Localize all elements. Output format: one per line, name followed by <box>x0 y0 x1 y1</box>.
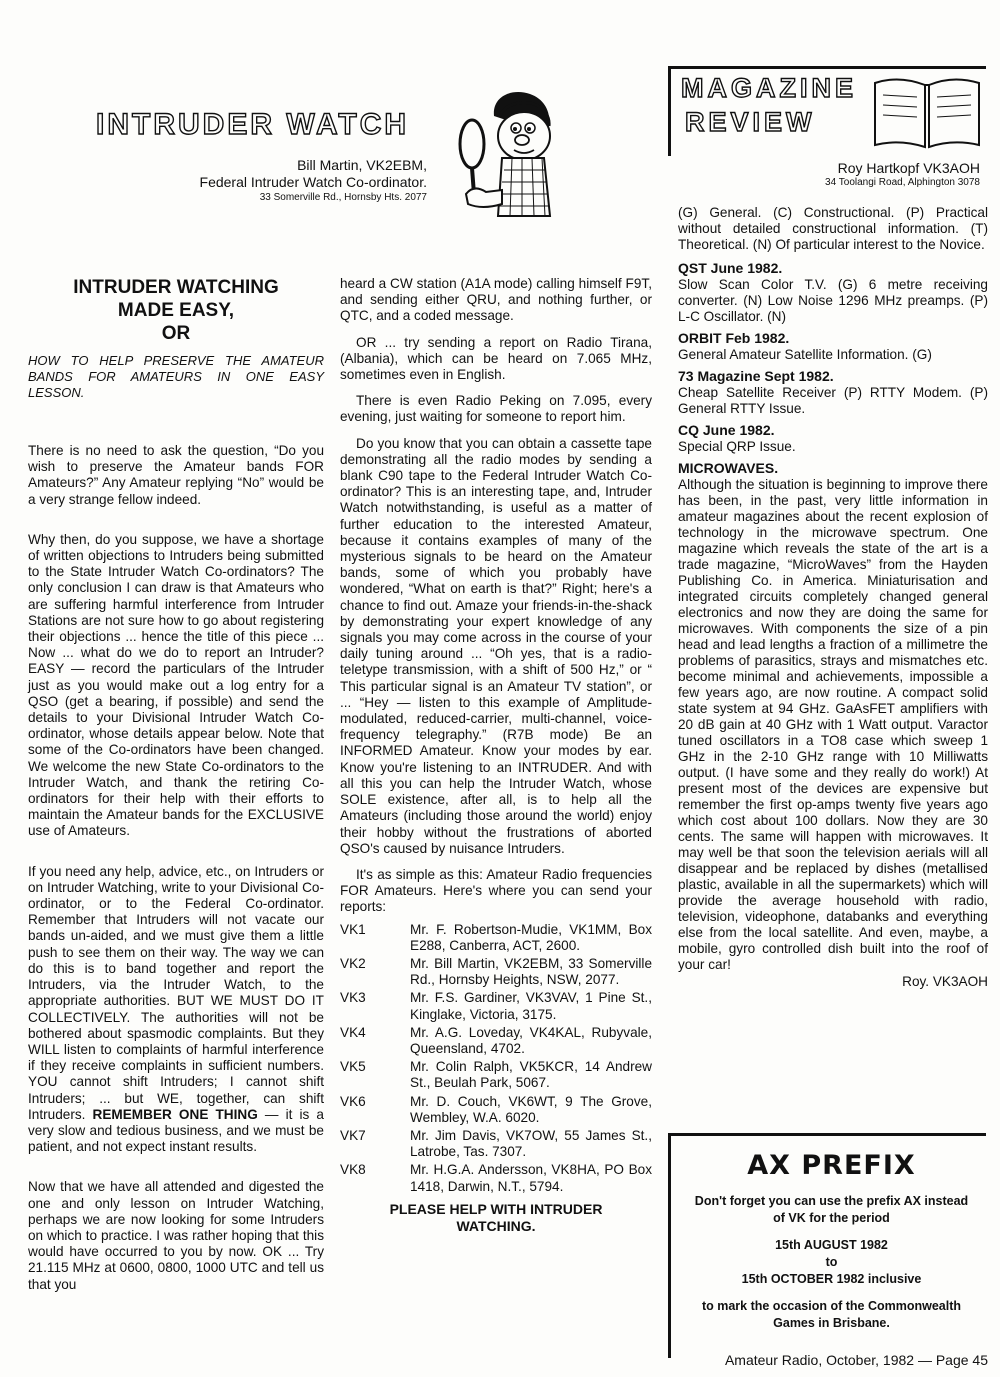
coordinator-call: VK2 <box>340 955 366 971</box>
review-address: 34 Toolangi Road, Alphington 3078 <box>825 177 980 188</box>
review-item-body: General Amateur Satellite Information. (G) <box>678 347 932 362</box>
review-item-body: Although the situation is beginning to improve there has been, in the past, very little information in amateur magazines about the recent explosion of technology in the microwave spectrum. One magazine which reveals the state of the art is a trade magazine, “MicroWaves” from the Hayden Publishing Co. in America. Miniaturisation and integrated circuits completely changed general electronics and now they are doing the same for microwaves. With components the size of a pin head and lead lengths a fraction of a millimetre the problems of parasitics, strays and mismatches etc. become minimal and achievements, impossible a few years ago, are now routine. A compact solid state system at 94 GHz. GaAsFET amplifiers with 20 dB gain at 40 GHz with 1 Watt output. Varactor tuned oscillators in a TO8 case which sweep 1 GHz in the 2-10 GHz range with 10 Milliwatts output. (I have some and they really do work!) At present most of the devices are expensive but remember the first op-amps twenty five years ago which cost about 100 dollars. Now they are 30 cents. The same will happen with microwaves. It may well be that soon the television aerials will all disappear and be replaced by dishes (metallised plastic, available in all the supermarkets) which will provide the average household with radio, television, videophone, databanks and everything else from the local satellite. And even, maybe, a mobile, gyro controlled dish built into the roof of your car! <box>678 477 988 972</box>
ax-prefix-to: to <box>825 1255 838 1269</box>
coordinator-details: Mr. F.S. Gardiner, VK3VAV, 1 Pine St., Kinglake, Victoria, 3175. <box>410 990 652 1022</box>
paragraph-4: Now that we have all attended and digested the one and only lesson on Intruder Watching, perhaps we are now looking for some Intruders on which to practice. I was rather hoping that this would have occurred to you by now. OK ... Try 21.115 MHz at 0600, 0800, 1000 UTC and tell us that you <box>28 1179 324 1292</box>
intruder-header-credits <box>120 157 427 204</box>
coordinator-call: VK8 <box>340 1162 366 1178</box>
coordinator-row <box>340 1059 652 1091</box>
review-item-head: MICROWAVES. <box>678 460 779 476</box>
article-headline <box>28 276 324 345</box>
review-key: (G) General. (C) Constructional. (P) Practical without detailed constructional information. (T) Theoretical. (N) Of particular interest to the Novice. <box>678 205 988 252</box>
intruder-role: Federal Intruder Watch Co-ordinator. <box>199 174 427 190</box>
coordinator-details: Mr. Colin Ralph, VK5KCR, 14 Andrew St., Beulah Park, 5067. <box>410 1059 652 1091</box>
detective-cartoon-illustration <box>452 86 572 221</box>
coordinator-details: Mr. F. Robertson-Mudie, VK1MM, Box E288, Canberra, ACT, 2600. <box>410 921 652 953</box>
coordinator-call: VK4 <box>340 1024 366 1040</box>
article-column-1 <box>28 276 324 1309</box>
review-author: Roy Hartkopf VK3AOH <box>837 160 980 176</box>
coordinator-call: VK5 <box>340 1059 366 1075</box>
magazine-review-header-box <box>668 66 986 156</box>
coordinator-details: Mr. A.G. Loveday, VK4KAL, Rubyvale, Queensland, 4702. <box>410 1024 652 1056</box>
review-item-body: Cheap Satellite Receiver (P) RTTY Modem. (P) General RTTY Issue. <box>678 385 988 416</box>
headline-line3: OR <box>161 323 191 344</box>
paragraph-9: It's as simple as this: Amateur Radio frequencies FOR Amateurs. Here's where you can send your reports: <box>340 866 652 915</box>
paragraph-8: Do you know that you can obtain a cassette tape demonstrating all the radio modes by sending a blank C90 tape to the Federal Intruder Watch Co-ordinator? This is an interesting tape, and, Intruder Watch notwithstanding, is useful as a matter of further education to the interested Amateur, because it contains examples of many of the mysterious signals to be heard on the Amateur bands, some of which you probably have wondered, “What on earth is that?” Right; here's a chance to find out. Amaze your friends-in-the-shack by demonstrating your expert knowledge of any signals you may come across in the course of your daily tuning around ... “Oh yes, that is a radio-teletype transmission, with a shift of 500 Hz,” or “ This particular signal is an Amateur TV station”, or ... “Hey — listen to this example of Amplitude-modulated, reduced-carrier, multi-channel, voice-frequency telegraphy.” (R7B mode) Be an INFORMED Amateur. Know your modes by ear. Know you're listening to an INTRUDER. And with all this you can help the Intruder Watch, whose SOLE existence, after all, is to help all the Amateurs (including those around the world) enjoy their hobby without the frustrations of aborted QSO's caused by nuisance Intruders. <box>340 435 652 856</box>
coordinator-row <box>340 922 652 954</box>
coordinator-details: Mr. Bill Martin, VK2EBM, 33 Somerville Rd., Hornsby Heights, NSW, 2077. <box>410 955 652 988</box>
article-subtitle: HOW TO HELP PRESERVE THE AMATEUR BANDS FOR AMATEURS IN ONE EASY LESSON. <box>28 353 324 400</box>
review-item-body: Slow Scan Color T.V. (G) 6 metre receiving converter. (N) Low Noise 1296 MHz preamps. (P) L-C Oscillator. (N) <box>678 277 988 324</box>
review-signoff: Roy. VK3AOH <box>902 974 988 989</box>
magazine-title-line1: MAGAZINE <box>681 73 857 103</box>
coordinator-details: Mr. H.G.A. Andersson, VK8HA, PO Box 1418, Darwin, N.T., 5794. <box>410 1162 652 1194</box>
article-column-2 <box>340 276 652 1235</box>
ax-prefix-box <box>668 1133 986 1358</box>
coordinator-details: Mr. D. Couch, VK6WT, 9 The Grove, Wembley, W.A. 6020. <box>410 1093 652 1125</box>
review-item-head: 73 Magazine Sept 1982. <box>678 368 834 384</box>
ax-prefix-date1: 15th AUGUST 1982 <box>775 1238 888 1252</box>
ax-prefix-title: AX PREFIX <box>747 1150 916 1181</box>
coordinator-details: Mr. Jim Davis, VK7OW, 55 James St., Latrobe, Tas. 7307. <box>410 1127 652 1160</box>
review-item-head: CQ June 1982. <box>678 422 775 438</box>
coordinator-call: VK7 <box>340 1127 366 1143</box>
review-column <box>678 205 988 989</box>
coordinator-row <box>340 1128 652 1160</box>
review-item-body: Special QRP Issue. <box>678 439 796 454</box>
coordinator-call: VK1 <box>340 921 366 937</box>
review-item-head: ORBIT Feb 1982. <box>678 330 790 346</box>
ax-prefix-line1: Don't forget you can use the prefix AX instead of VK for the period <box>694 1194 969 1225</box>
ax-prefix-line2: to mark the occasion of the Commonwealth Games in Brisbane. <box>701 1299 962 1330</box>
review-item-head: QST June 1982. <box>678 260 783 276</box>
paragraph-3 <box>28 864 324 1156</box>
magazine-title-line2: REVIEW <box>685 107 816 137</box>
intruder-author: Bill Martin, VK2EBM, <box>297 157 427 173</box>
paragraph-3-text-a: If you need any help, advice, etc., on Intruders or on Intruder Watching, write to your Divisional Co-ordinator, or to the Federal Co-ordinator. Remember that Intruders will not vacate our bands un-aided, and we must give them a little push to see them on their way. The way we can do this is to band together and report the Intruders, via the Intruder Watch, to the appropriate authorities. BUT WE MUST DO IT COLLECTIVELY. The authorities will not be bothered about spasmodic complaints. But they WILL listen to complaints of harmful interference if they receive complaints in sufficient numbers. YOU cannot shift Intruders; I cannot shift Intruders; ... but WE, together, can shift Intruders. <box>28 863 324 1122</box>
paragraph-6: OR ... try sending a report on Radio Tirana, (Albania), which can be heard on 7.065 MHz, sometimes even in English. <box>340 334 652 383</box>
coordinator-list <box>340 922 652 1195</box>
intruder-address: 33 Somerville Rd., Hornsby Hts. 2077 <box>259 192 427 203</box>
paragraph-2: Why then, do you suppose, we have a shortage of written objections to Intruders being submitted to the State Intruder Watch Co-ordinators? The only conclusion I can draw is that Amateurs who are suffering harmful interference from Intruder Stations are not sure how to go about registering their objections ... hence the title of this piece ... Now ... what do we do to report an Intruder? EASY — record the particulars of the Intruder just as you would make out a log entry for a QSO (get a bearing, if possible) and send the details to your Divisional Intruder Watch Co-ordinator, whose details appear below. Note that some of the Co-ordinators have been changed. We welcome the new State Co-ordinators to the Intruder Watch, and thank the retiring Co-ordinators for their help with their efforts to maintain the Amateur bands for the EXCLUSIVE use of Amateurs. <box>28 531 324 839</box>
paragraph-3-text-b: — it is a very slow and tedious business, and we must be patient, and not expect instant results. <box>28 1106 324 1155</box>
coordinator-row <box>340 990 652 1022</box>
paragraph-3-bold: REMEMBER ONE THING <box>92 1106 258 1122</box>
coordinator-row <box>340 956 652 988</box>
paragraph-5: heard a CW station (A1A mode) calling himself F9T, and sending either QRU, and nothing further, or QTC, and a coded message. <box>340 276 652 324</box>
headline-line2: MADE EASY, <box>117 300 235 321</box>
coordinator-row <box>340 1025 652 1057</box>
headline-line1: INTRUDER WATCHING <box>73 277 279 298</box>
paragraph-1: There is no need to ask the question, “Do you wish to preserve the Amateur bands FOR Amateurs?” Any Amateur replying “No” would be a very strange fellow indeed. <box>28 443 324 507</box>
ax-prefix-date2: 15th OCTOBER 1982 inclusive <box>741 1272 922 1286</box>
coordinator-call: VK6 <box>340 1093 366 1109</box>
paragraph-7: There is even Radio Peking on 7.095, every evening, just waiting for someone to report him. <box>340 393 652 425</box>
closing-appeal: PLEASE HELP WITH INTRUDER WATCHING. <box>389 1200 603 1234</box>
open-book-icon <box>871 73 983 151</box>
coordinator-call: VK3 <box>340 990 366 1006</box>
coordinator-row <box>340 1162 652 1194</box>
page-footer: Amateur Radio, October, 1982 — Page 45 <box>724 1352 988 1368</box>
intruder-watch-title: INTRUDER WATCH <box>96 108 410 141</box>
coordinator-row <box>340 1094 652 1126</box>
